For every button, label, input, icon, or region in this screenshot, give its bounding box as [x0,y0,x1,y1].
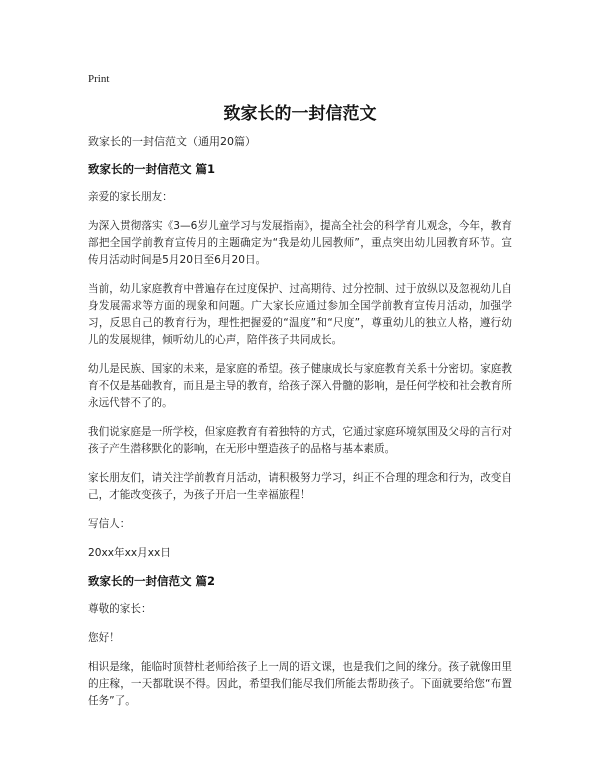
salutation: 尊敬的家长： [88,603,152,615]
greeting: 您好！ [88,632,120,644]
paragraph: 为深入贯彻落实《3—6岁儿童学习与发展指南》，提高全社会的科学育儿观念，今年，教育部把全国学前教育宣传月的主题确定为“我是幼儿园教师”，重点突出幼儿园教育环节。宣传月活动时间是5月20日至6月20日。 [88,220,512,266]
section-heading: 致家长的一封信范文 篇2 [88,574,216,588]
signature-label: 写信人： [88,518,131,530]
print-label: Print [88,73,110,85]
paragraph: 我们说家庭是一所学校，但家庭教育有着独特的方式，它通过家庭环境氛围及父母的言行对孩子产生潜移默化的影响，在无形中塑造孩子的品格与基本素质。 [88,426,512,455]
paragraph: 相识是缘，能临时顶替杜老师给孩子上一周的语文课，也是我们之间的缘分。孩子就像田里的庄稼，一天都耽误不得。因此，希望我们能尽我们所能去帮助孩子。下面就要给您“布置任务”了。 [88,661,512,707]
section-heading: 致家长的一封信范文 篇1 [88,162,216,176]
date-line: 20xx年xx月xx日 [88,547,171,559]
page-title: 致家长的一封信范文 [223,104,377,124]
document-subtitle: 致家长的一封信范文（通用20篇） [88,135,256,148]
section-2 [88,574,512,710]
paragraph: 当前，幼儿家庭教育中普遍存在过度保护、过高期待、过分控制、过于放纵以及忽视幼儿自身发展需求等方面的现象和问题。广大家长应通过参加全国学前教育宣传月活动，加强学习，反思自己的教育行为，理性把握爱的“温度”和“尺度”，尊重幼儿的独立人格，遵行幼儿的发展规律，倾听幼儿的心声，陪伴孩子共同成长。 [88,283,512,346]
paragraph: 幼儿是民族、国家的未来，是家庭的希望。孩子健康成长与家庭教育关系十分密切。家庭教育不仅是基础教育，而且是主导的教育，给孩子深入骨髓的影响，是任何学校和社会教育所永远代替不了的。 [88,363,512,409]
paragraph: 家长朋友们，请关注学前教育月活动，请积极努力学习，纠正不合理的理念和行为，改变自己，才能改变孩子，为孩子开启一生幸福旅程！ [88,472,512,501]
salutation: 亲爱的家长朋友： [88,191,173,203]
section-1 [88,162,512,562]
